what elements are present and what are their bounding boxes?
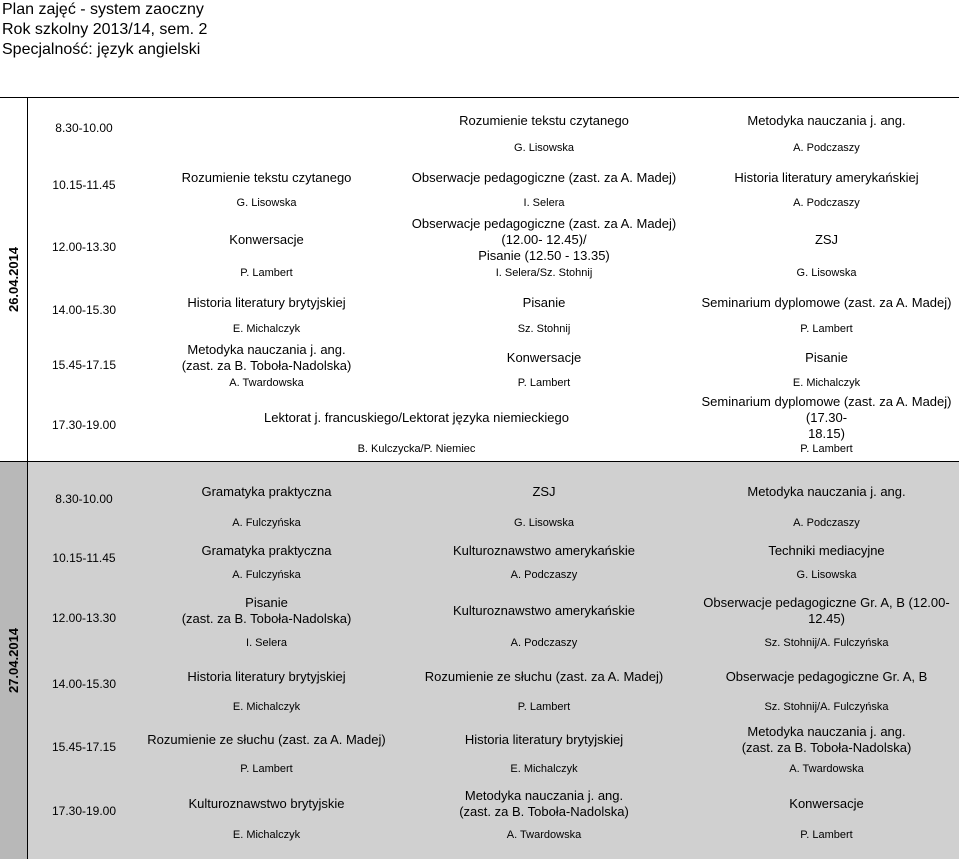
subject-block xyxy=(465,718,623,762)
teacher-text: A. Podczaszy xyxy=(793,517,860,529)
subject-block xyxy=(815,214,838,266)
subject-text: Kulturoznawstwo brytyjskie xyxy=(188,796,345,811)
class-cell xyxy=(139,532,394,584)
subject-text: Pisanie xyxy=(522,295,566,310)
class-cell xyxy=(694,652,959,716)
subject-text: Metodyka nauczania j. ang. xyxy=(747,484,906,499)
subject-block xyxy=(726,654,928,700)
class-cell xyxy=(139,392,694,458)
class-cell xyxy=(139,716,394,778)
subject-text: Obserwacje pedagogiczne (zast. za A. Madej) xyxy=(411,169,677,185)
subject-text: Konwersacje xyxy=(229,232,304,247)
time-slot-row xyxy=(29,282,959,338)
time-label: 17.30-19.00 xyxy=(51,804,117,818)
teacher-text: P. Lambert xyxy=(240,763,293,775)
subject-text: Metodyka nauczania j. ang. xyxy=(747,724,906,739)
subject-block xyxy=(805,340,848,376)
teacher-text: G. Lisowska xyxy=(796,267,857,279)
subject-block xyxy=(412,159,676,196)
subject-text: 18.15) xyxy=(808,426,845,441)
class-cell xyxy=(394,157,694,212)
teacher-text: I. Selera/Sz. Stohnij xyxy=(495,267,593,279)
time-slot-row xyxy=(29,652,959,716)
time-label: 12.00-13.30 xyxy=(51,240,117,254)
subject-text: Pisanie xyxy=(805,350,848,365)
time-label: 17.30-19.00 xyxy=(51,418,117,432)
subject-block xyxy=(201,534,331,568)
subject-block xyxy=(747,100,905,141)
class-cell xyxy=(394,466,694,532)
teacher-text: E. Michalczyk xyxy=(232,323,301,335)
time-label: 15.45-17.15 xyxy=(51,358,117,372)
time-label: 10.15-11.45 xyxy=(52,177,116,192)
class-cell xyxy=(139,212,394,282)
subject-text: Kulturoznawstwo amerykańskie xyxy=(452,543,636,558)
subject-text: Rozumienie ze słuchu (zast. za A. Madej) xyxy=(424,669,664,684)
subject-block xyxy=(768,534,884,568)
time-slot-row xyxy=(29,212,959,282)
subject-text: Historia literatury brytyjskiej xyxy=(464,732,624,747)
subject-text: (zast. za B. Toboła-Nadolska) xyxy=(181,358,352,373)
subject-text: Pisanie (12.50 - 13.35) xyxy=(478,248,610,263)
teacher-text: Sz. Stohnij/A. Fulczyńska xyxy=(764,701,889,713)
teacher-text: A. Podczaszy xyxy=(510,569,578,581)
teacher-text: A. Fulczyńska xyxy=(232,517,301,529)
subject-text: Pisanie xyxy=(245,595,288,610)
title-line-3: Specjalność: język angielski xyxy=(2,41,201,58)
teacher-text: E. Michalczyk xyxy=(232,829,301,841)
subject-block xyxy=(187,654,345,700)
class-cell xyxy=(394,778,694,844)
time-slot-row xyxy=(29,338,959,392)
time-slot-row xyxy=(29,392,959,458)
subject-text: Historia literatury brytyjskiej xyxy=(187,295,346,310)
time-slot-row xyxy=(29,532,959,584)
subject-text: Seminarium dyplomowe (zast. za A. Madej) (17.30- xyxy=(701,394,952,425)
teacher-text: A. Twardowska xyxy=(229,377,304,389)
teacher-text: I. Selera xyxy=(523,197,565,209)
subject-text: (12.00- 12.45)/ xyxy=(501,232,587,247)
subject-text: (zast. za B. Toboła-Nadolska) xyxy=(181,611,352,626)
class-cell xyxy=(394,716,694,778)
class-cell xyxy=(394,98,694,157)
title-line-1: Plan zajęć - system zaoczny xyxy=(2,1,204,18)
subject-block xyxy=(264,394,569,442)
subject-block xyxy=(229,214,303,266)
subject-block xyxy=(188,780,344,828)
subject-text: Konwersacje xyxy=(789,796,864,811)
subject-text: Metodyka nauczania j. ang. xyxy=(187,342,346,357)
time-label: 10.15-11.45 xyxy=(52,551,116,565)
time-label: 14.00-15.30 xyxy=(51,677,117,691)
teacher-text: P. Lambert xyxy=(800,829,853,841)
subject-text: ZSJ xyxy=(814,232,839,247)
time-slot-row xyxy=(29,584,959,652)
subject-text: Obserwacje pedagogiczne Gr. A, B xyxy=(725,669,928,684)
time-label: 14.00-15.30 xyxy=(51,303,117,317)
teacher-text: G. Lisowska xyxy=(514,517,574,529)
day-block-1 xyxy=(0,97,959,461)
time-label: 12.00-13.30 xyxy=(51,611,117,625)
subject-text: Metodyka nauczania j. ang. xyxy=(747,112,906,128)
subject-text: Seminarium dyplomowe (zast. za A. Madej) xyxy=(701,295,952,310)
teacher-text: A. Twardowska xyxy=(789,763,864,775)
subject-block xyxy=(201,468,331,516)
teacher-text: P. Lambert xyxy=(800,443,853,455)
teacher-text: A. Podczaszy xyxy=(510,637,578,649)
subject-text: Obserwacje pedagogiczne (zast. za A. Madej) xyxy=(411,216,677,231)
class-cell xyxy=(394,282,694,338)
teacher-text: I. Selera xyxy=(246,637,287,649)
teacher-text: G. Lisowska xyxy=(796,569,857,581)
subject-block xyxy=(523,284,566,322)
teacher-text: P. Lambert xyxy=(240,267,293,279)
teacher-text: P. Lambert xyxy=(517,701,571,713)
teacher-text: A. Fulczyńska xyxy=(232,569,301,581)
subject-block xyxy=(459,780,629,828)
teacher-text: G. Lisowska xyxy=(236,197,297,209)
class-cell xyxy=(694,584,959,652)
subject-block xyxy=(425,654,663,700)
subject-block xyxy=(147,718,385,762)
subject-text: Rozumienie tekstu czytanego xyxy=(181,169,352,185)
subject-block xyxy=(459,100,629,141)
subject-text: Gramatyka praktyczna xyxy=(201,484,332,499)
subject-text: Historia literatury brytyjskiej xyxy=(187,669,346,684)
day-date-label xyxy=(0,98,28,461)
subject-block xyxy=(694,394,959,442)
subject-text: Gramatyka praktyczna xyxy=(201,543,332,558)
subject-block xyxy=(453,586,635,636)
subject-text: Rozumienie tekstu czytanego xyxy=(459,112,629,128)
time-slot-row xyxy=(29,466,959,532)
title-line-2: Rok szkolny 2013/14, sem. 2 xyxy=(2,21,208,38)
class-cell xyxy=(139,282,394,338)
subject-block xyxy=(412,214,676,266)
page-header xyxy=(0,0,959,60)
class-cell xyxy=(139,778,394,844)
subject-block xyxy=(702,284,952,322)
teacher-text: P. Lambert xyxy=(800,323,853,335)
subject-block xyxy=(182,340,352,376)
day-date-label xyxy=(0,462,28,859)
subject-text: (zast. za B. Toboła-Nadolska) xyxy=(459,804,629,819)
class-cell xyxy=(694,282,959,338)
class-cell xyxy=(394,212,694,282)
teacher-text: E. Michalczyk xyxy=(792,377,861,389)
class-cell xyxy=(694,212,959,282)
subject-text: (zast. za B. Toboła-Nadolska) xyxy=(741,740,912,755)
class-cell xyxy=(394,338,694,392)
class-cell xyxy=(694,466,959,532)
class-cell xyxy=(394,532,694,584)
class-cell xyxy=(694,778,959,844)
subject-block xyxy=(182,586,352,636)
class-cell xyxy=(694,716,959,778)
subject-block xyxy=(789,780,863,828)
class-cell xyxy=(139,157,394,212)
time-label: 15.45-17.15 xyxy=(51,740,117,754)
subject-text: Kulturoznawstwo amerykańskie xyxy=(452,603,636,618)
time-label: 8.30-10.00 xyxy=(55,492,113,506)
time-slot-row xyxy=(29,98,959,157)
teacher-text: B. Kulczycka/P. Niemiec xyxy=(357,443,476,455)
subject-text: ZSJ xyxy=(532,484,556,499)
subject-block xyxy=(734,159,918,196)
class-cell xyxy=(694,157,959,212)
class-cell xyxy=(694,98,959,157)
subject-text: Historia literatury amerykańskiej xyxy=(734,169,919,185)
subject-text: Rozumienie ze słuchu (zast. za A. Madej) xyxy=(147,732,386,747)
subject-text: Metodyka nauczania j. ang. xyxy=(464,788,624,803)
subject-block xyxy=(742,718,912,762)
class-cell xyxy=(139,466,394,532)
time-slot-row xyxy=(29,778,959,844)
subject-block xyxy=(694,586,959,636)
class-cell xyxy=(694,532,959,584)
day-date-text: 27.04.2014 xyxy=(6,627,22,694)
teacher-text: A. Twardowska xyxy=(506,829,582,841)
time-label: 8.30-10.00 xyxy=(55,120,113,135)
subject-text: Techniki mediacyjne xyxy=(768,543,885,558)
class-cell xyxy=(139,652,394,716)
teacher-text: Sz. Stohnij/A. Fulczyńska xyxy=(764,637,889,649)
class-cell xyxy=(139,584,394,652)
day-block-2 xyxy=(0,461,959,859)
subject-block xyxy=(182,159,352,196)
class-cell xyxy=(394,584,694,652)
teacher-text: Sz. Stohnij xyxy=(517,323,571,335)
subject-block xyxy=(507,340,581,376)
class-cell xyxy=(139,338,394,392)
subject-block xyxy=(532,468,555,516)
teacher-text: A. Podczaszy xyxy=(793,197,860,209)
teacher-text: A. Podczaszy xyxy=(793,142,860,154)
teacher-text: E. Michalczyk xyxy=(510,763,578,775)
class-cell xyxy=(694,338,959,392)
teacher-text: P. Lambert xyxy=(517,377,571,389)
teacher-text: E. Michalczyk xyxy=(232,701,301,713)
subject-text: Lektorat j. francuskiego/Lektorat języka niemieckiego xyxy=(264,410,569,425)
teacher-text: G. Lisowska xyxy=(514,142,574,154)
class-cell xyxy=(694,392,959,458)
time-slot-row xyxy=(29,157,959,212)
class-cell xyxy=(394,652,694,716)
day-date-text: 26.04.2014 xyxy=(6,246,22,313)
time-slot-row xyxy=(29,716,959,778)
subject-block xyxy=(187,284,345,322)
subject-block xyxy=(453,534,635,568)
subject-text: Konwersacje xyxy=(506,350,582,365)
subject-block xyxy=(747,468,905,516)
subject-text: Obserwacje pedagogiczne Gr. A, B (12.00-12.45) xyxy=(703,595,950,626)
